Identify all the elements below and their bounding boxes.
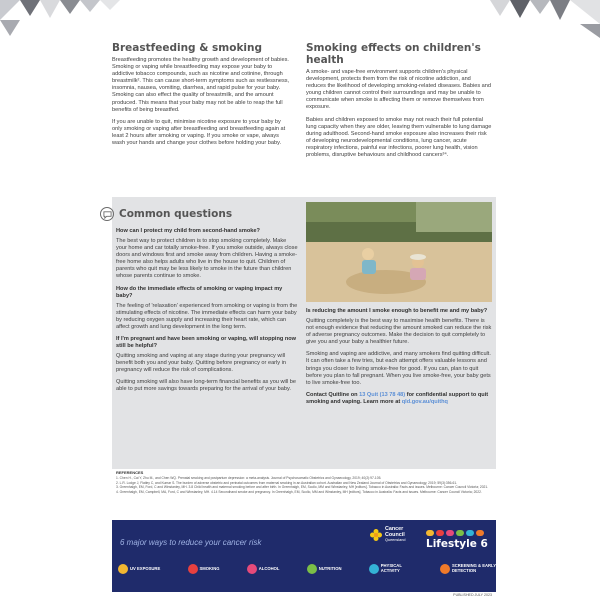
screening-item: [440, 564, 496, 574]
cancer-council-logo: [369, 527, 405, 544]
glass-icon: [247, 564, 257, 574]
reference-item: 2. L.R. Lodge J, Flatley C, and Kumar S. The burden of adverse obstetric and perinatal outcomes from maternal smoking in an Australian cohort. Australian and New Zealand Journal of Obstetrics and Gynaecology, 2019; 59(3):356-61.: [116, 480, 458, 485]
uv-exposure-item: [118, 564, 160, 574]
quitline-contact: [306, 392, 492, 406]
apple-icon: [307, 564, 317, 574]
lifestyle-color-dots: [426, 530, 488, 536]
smoking-effects-paragraph-2: Babies and children exposed to smoke may not reach their full potential lung capacity when they are older, leaving them vulnerable to lung damage during adulthood. Second-hand smoke exposure also increases their risk of developing neurodevelopmental conditions, lung cancer, acute respiratory infections, painful ear infections, poorer lung health, vision problems, disruptive behaviours and childhood cancers³⁴.: [306, 116, 492, 159]
common-questions-title: Common questions: [119, 208, 233, 220]
physical-activity-label: PHYSICAL ACTIVITY: [380, 563, 402, 573]
answer-2: The feeling of 'relaxation' experienced from smoking or vaping is from the stimulating effects of nicotine. The immediate effects can harm your baby by reducing oxygen supply and increasing their heart rate, which can affect growth and lung development in the long term.: [116, 302, 298, 330]
alcohol-item: [247, 564, 280, 574]
no-smoking-icon: [188, 564, 198, 574]
breastfeeding-section: [112, 42, 292, 152]
questions-right-column: [306, 308, 492, 406]
questions-left-column: [116, 228, 298, 398]
answer-3b: Quitting smoking will also have long-term financial benefits as you will be able to put more savings towards preparing for the arrival of your baby.: [116, 379, 297, 393]
answer-4a: Quitting completely is the best way to maximise health benefits. There is not enough evidence that reducing the amount smoked can reduce the risk of adverse pregnancy outcomes. Make the decision to quit completely to give you and your baby a healthier future.: [306, 318, 492, 346]
smoking-effects-title: Smoking effects on children's health: [306, 42, 481, 66]
contact-text-pre: Contact Quitline on: [306, 391, 360, 398]
breastfeeding-paragraph-2: If you are unable to quit, minimise nicotine exposure to your baby by only smoking or vaping after breastfeeding and breastfeeding again at least 2 hours after smoking or vaping. If you smoke or vape, always wash your hands and change your clothes before holding your baby.: [112, 118, 286, 147]
lifestyle-6-text: Lifestyle 6: [426, 538, 488, 550]
alcohol-label: ALCOHOL: [258, 565, 280, 571]
cc-line-1: Cancer: [385, 526, 404, 532]
references-section: [116, 470, 496, 494]
beach-children-photo: [306, 202, 492, 302]
footer-tagline: 6 major ways to reduce your cancer risk: [120, 538, 262, 547]
published-date: PUBLISHED JULY 2023: [453, 593, 492, 597]
quitline-phone-link[interactable]: 13 Quit (13 78 48): [359, 391, 406, 398]
question-4: Is reducing the amount I smoke enough to benefit me and my baby?: [306, 308, 488, 314]
decorative-triangles-top-right: [490, 0, 600, 38]
cc-line-2: Council: [385, 531, 405, 538]
answer-1: The best way to protect children is to stop smoking completely. Make your home and car totally smoke-free. If you smoke outside, always close doors and windows first and smoke away from children. Having a smoke-free home also helps adults who live in the house to quit. Children of parents who quit may be less likely to smoke in the future than children whose parents continue to smoke.: [116, 238, 298, 280]
screening-label: SCREENING & EARLY DETECTION: [451, 563, 496, 573]
screening-icon: [440, 564, 450, 574]
cc-line-3: Queensland: [385, 538, 406, 543]
lifestyle-6-logo: [426, 530, 488, 550]
answer-3a: Quitting smoking and vaping at any stage during your pregnancy will benefit both you and your baby. Quitting before pregnancy or early in pregnancy will reduce the risk of complications.: [116, 352, 286, 374]
decorative-triangles-top-left: [0, 0, 120, 40]
uv-exposure-label: UV EXPOSURE: [130, 565, 161, 571]
reference-item: 1. Chen H., Cai Y, Zhu M., and Chen WQ. Prenatal smoking and postpartum depression: a meta-analysis. Journal of Psychosomatic Obstetrics and Gynaecology, 2019; 40(2):97-105.: [116, 476, 382, 480]
sun-icon: [118, 564, 128, 574]
quithq-url-link[interactable]: qld.gov.au/quithq: [401, 398, 448, 405]
nutrition-label: NUTRITION: [318, 565, 342, 571]
running-icon: [369, 564, 379, 574]
reference-item: 4. Greenhalgh, EM, Campbell, MA, Ford, C and Winstanley, MH. 4.14 Secondhand smoke and pregnancy. In Greenhalgh, EM, Scollo, MM and Winstanley, MH [editors]. Tobacco in Australia: Facts and issues. Melbourne: Cancer Council Victoria; 2022.: [116, 489, 482, 494]
daffodil-icon: [369, 528, 383, 542]
physical-activity-item: [369, 564, 413, 574]
question-3: If I'm pregnant and have been smoking or vaping, will stopping now still be helpful?: [116, 335, 297, 349]
common-questions-header: [100, 207, 232, 221]
smoking-effects-section: [306, 42, 492, 164]
smoking-item: [188, 564, 220, 574]
nutrition-item: [307, 564, 342, 574]
breastfeeding-paragraph-1: Breastfeeding promotes the healthy growth and development of babies. Smoking or vaping while breastfeeding may expose your baby to addictive tobacco compounds, such as nicotine and cotinine, through breastmilk². This can cause short-term symptoms such as restlessness, insomnia, nausea, vomiting, diarrhea, and rapid pulse for your baby. Smoking can also effect the quality of breastmilk, and the amount produced. This means that your baby may not be able to reap the full benefits of being breastfed.: [112, 57, 290, 113]
contact-text-mid: for confidential support to quit smoking and vaping. Learn more at: [306, 391, 489, 405]
smoking-effects-paragraph-1: A smoke- and vape-free environment supports children's physical development, protects them from the risk of nicotine addiction, and reduces the likelihood of developing smoking-related diseases. Babies and young children cannot control their surroundings and may be unable to communicate when smoke is affecting them or remove themselves from exposure.: [306, 69, 492, 111]
lifestyle-icons-row: [118, 564, 496, 574]
question-1: How can I protect my child from second-hand smoke?: [116, 228, 260, 234]
breastfeeding-title: Breastfeeding & smoking: [112, 42, 263, 54]
reference-item: 3. Greenhalgh, EM, Ford, C and Winstanley, MH. 3.8 Child health and maternal smoking before and after birth. In Greenhalgh, EM, Scollo, MM and Winstanley, MH [editors]. Tobacco in Australia: Facts and issues. Melbourne: Cancer Council Victoria; 2021.: [116, 485, 489, 490]
references-title: REFERENCES: [116, 470, 144, 475]
speech-bubble-icon: [100, 207, 114, 221]
question-2: How do the immediate effects of smoking or vaping impact my baby?: [116, 285, 283, 299]
answer-4b: Smoking and vaping are addictive, and many smokers find quitting difficult. It can often take a few tries, but each attempt offers valuable lessons and brings you closer to living smoke-free for good. If you can, plan to quit before you plan to fall pregnant. When you live smoke-free, your baby gets to live smoke-free too.: [306, 351, 491, 386]
smoking-label: SMOKING: [199, 565, 220, 571]
